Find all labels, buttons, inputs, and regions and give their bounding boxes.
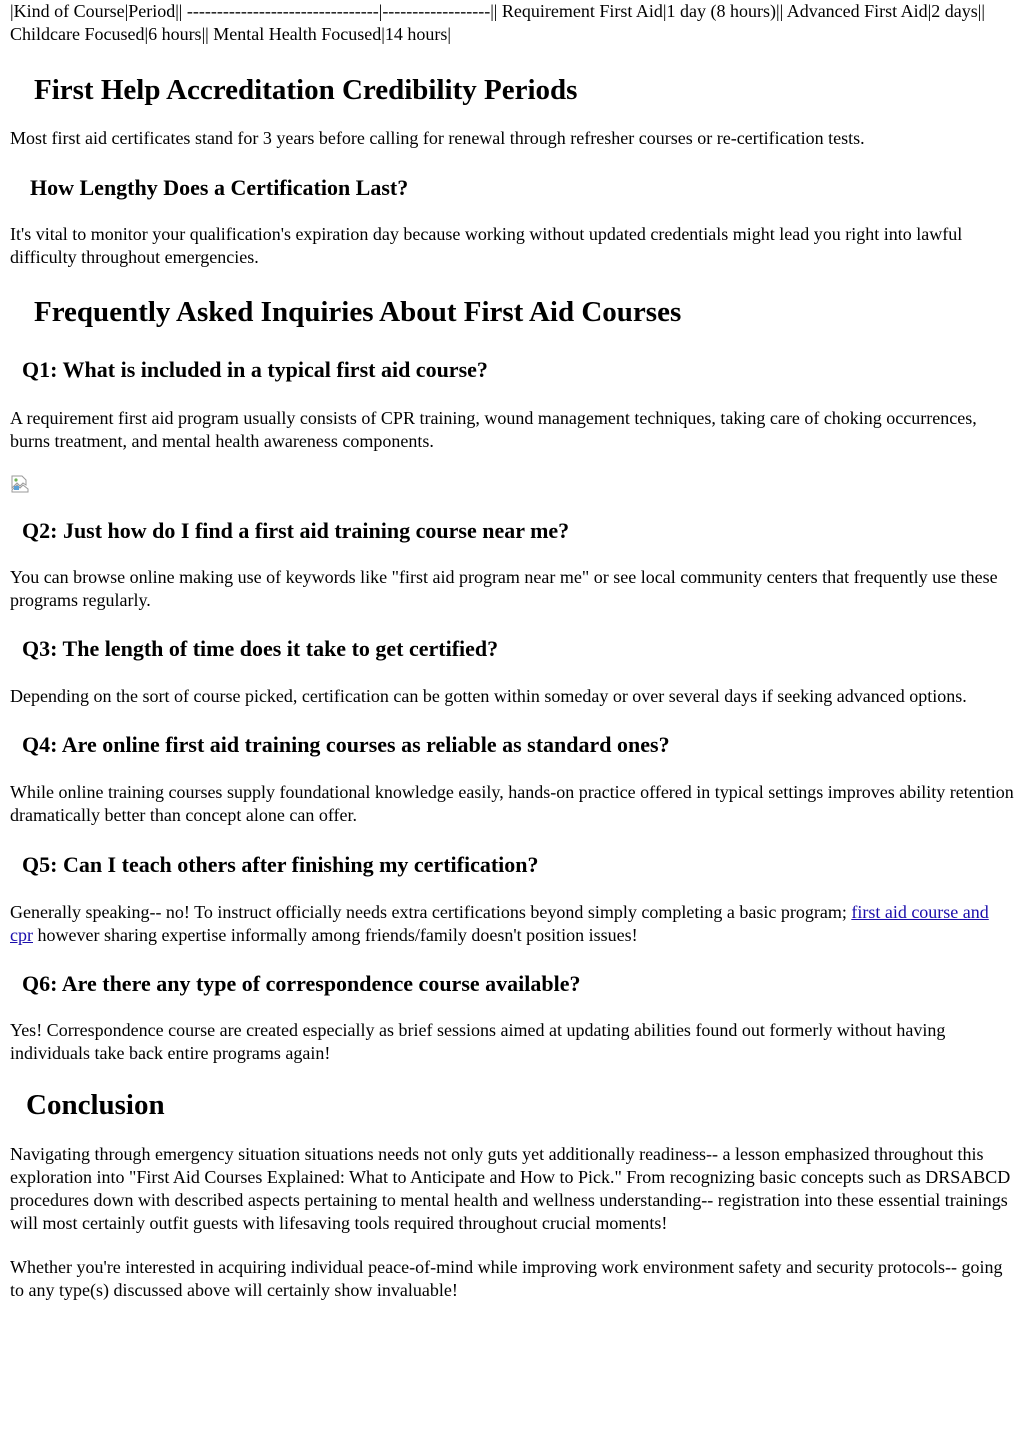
certification-length-paragraph: It's vital to monitor your qualification's expiration day because working without updated credentials might lead you right into lawful difficulty throughout emergencies. xyxy=(10,224,963,267)
faq-question-2: Q2: Just how do I find a first aid training course near me? xyxy=(22,518,570,543)
conclusion-paragraph-2: Whether you're interested in acquiring individual peace-of-mind while improving work environment safety and security protocols-- going to any type(s) discussed above will certainly show invaluable! xyxy=(10,1257,1003,1300)
faq-question-5: Q5: Can I teach others after finishing my certification? xyxy=(22,852,539,877)
faq-answer-6: Yes! Correspondence course are created especially as brief sessions aimed at updating abilities found out formerly without having individuals take back entire programs again! xyxy=(10,1020,946,1063)
faq-question-4: Q4: Are online first aid training courses as reliable as standard ones? xyxy=(22,732,670,757)
conclusion-paragraph-1: Navigating through emergency situation situations needs not only guts yet additionally readiness-- a lesson emphasized throughout this exploration into "First Aid Courses Explained: What to Anticipate and How to Pick." From recognizing basic concepts such as DRSABCD procedures down with described aspects pertaining to mental health and wellness understanding-- registration into these essential trainings will most certainly outfit guests with lifesaving tools required throughout crucial moments! xyxy=(10,1144,1011,1233)
faq-answer-5-after: however sharing expertise informally among friends/family doesn't position issues! xyxy=(32,925,638,945)
faq-question-3: Q3: The length of time does it take to get certified? xyxy=(22,636,499,661)
faq-answer-1: A requirement first aid program usually consists of CPR training, wound management techniques, taking care of choking occurrences, burns treatment, and mental health awareness components. xyxy=(10,408,977,451)
faq-answer-5 xyxy=(10,901,1014,947)
faq-answer-5-before: Generally speaking-- no! To instruct officially needs extra certifications beyond simply completing a basic program; xyxy=(10,902,852,922)
broken-image-icon xyxy=(10,474,30,494)
first-aid-course-link[interactable]: first aid course and cpr xyxy=(10,902,989,945)
faq-heading: Frequently Asked Inquiries About First Aid Courses xyxy=(34,296,682,328)
faq-answer-3: Depending on the sort of course picked, certification can be gotten within someday or over several days if seeking advanced options. xyxy=(10,686,967,706)
faq-question-6: Q6: Are there any type of correspondence course available? xyxy=(22,971,581,996)
faq-question-1: Q1: What is included in a typical first aid course? xyxy=(22,357,488,382)
faq-answer-2: You can browse online making use of keywords like "first aid program near me" or see local community centers that frequently use these programs regularly. xyxy=(10,567,998,610)
course-duration-table-text: |Kind of Course|Period|| --------------------------------|------------------|| Requirement First Aid|1 day (8 hours)|| Advanced First Aid|2 days|| Childcare Focused|6 hours|| Mental Health Focused|14 hours| xyxy=(10,1,985,44)
section-heading-accreditation: First Help Accreditation Credibility Periods xyxy=(34,74,578,106)
subheading-certification-length: How Lengthy Does a Certification Last? xyxy=(30,175,409,200)
image-container xyxy=(10,474,1014,496)
faq-answer-4: While online training courses supply foundational knowledge easily, hands-on practice offered in typical settings improves ability retention dramatically better than concept alone can offer. xyxy=(10,782,1014,825)
accreditation-paragraph: Most first aid certificates stand for 3 years before calling for renewal through refresher courses or re-certification tests. xyxy=(10,128,865,148)
conclusion-heading: Conclusion xyxy=(26,1089,165,1121)
